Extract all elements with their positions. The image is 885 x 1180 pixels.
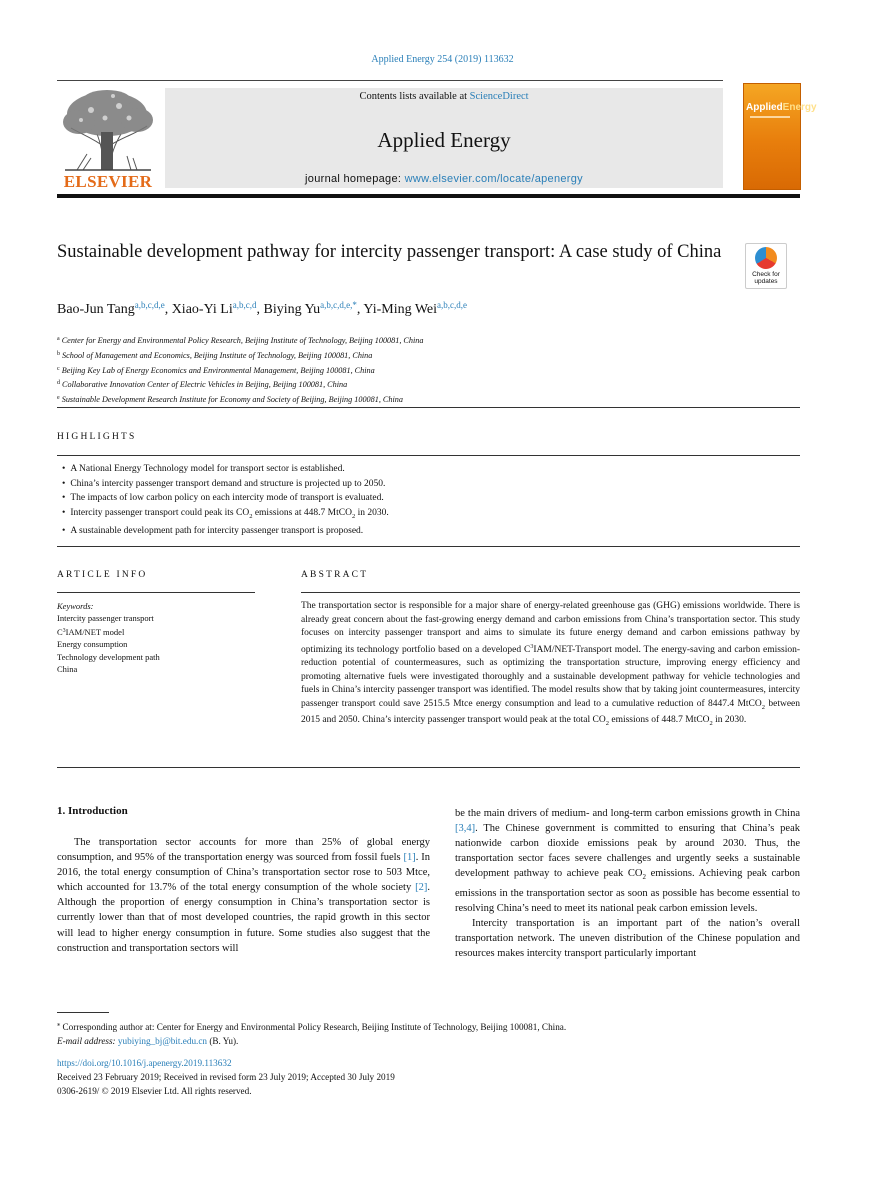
divider [57, 592, 255, 593]
affiliation-key: b [57, 350, 60, 357]
highlights-list [62, 462, 389, 539]
affiliations [57, 333, 423, 407]
article-info-heading: ARTICLE INFO [57, 570, 148, 580]
body-column-right [455, 806, 800, 961]
copyright: 0306-2619/ © 2019 Elsevier Ltd. All rights reserved. [57, 1086, 252, 1096]
affiliation [57, 392, 423, 407]
keywords-label: Keywords: [57, 601, 94, 611]
keyword: Intercity passenger transport [57, 613, 154, 624]
author-affiliation-marks[interactable]: a,b,c,d [232, 300, 257, 310]
elsevier-logo [57, 88, 159, 191]
highlight-item: • Intercity passenger transport could peak its $CO_2$ emissions at 448.7 MtCO$_2$ in 2030. [62, 506, 389, 524]
author-name[interactable]: Yi-Ming Wei [363, 302, 438, 317]
footnote-rule [57, 1012, 109, 1013]
contents-line [165, 91, 723, 102]
affiliation [57, 333, 423, 348]
crossmark-icon [755, 247, 777, 269]
corresponding-author-text: Corresponding author at: Center for Energy and Environmental Policy Research, Beijing Institute of Technology, Beijing 100081, China. [62, 1022, 567, 1033]
journal-reference[interactable]: Applied Energy 254 (2019) 113632 [371, 54, 514, 65]
highlights-heading: HIGHLIGHTS [57, 432, 137, 442]
keyword: $C^3IAM$/NET model [57, 626, 125, 637]
top-rule [57, 80, 723, 81]
author-name[interactable]: Bao-Jun Tang [57, 302, 135, 317]
contents-prefix: Contents lists available at [359, 91, 470, 102]
author-affiliation-marks[interactable]: a,b,c,d,e [134, 300, 165, 310]
affiliation-text: School of Management and Economics, Beijing Institute of Technology, Beijing 100081, China [62, 350, 373, 360]
affiliation [57, 377, 423, 392]
body-paragraph: be the main drivers of medium- and long-term carbon emissions growth in China [3,4]. The Chinese government is committed to ensuring that China’s peak nationwide carbon dioxide emissions peak by around 2030. Thus, the transportation sector faces severe challenges and urgently seeks a sustainable development pathway to achieve peak $CO_2$ emissions. Achieving peak carbon emissions in the transportation sector as soon as possible has become essential to resolving China’s need to meet its national peak carbon emission levels. [455, 808, 801, 914]
affiliation [57, 363, 423, 378]
tree-icon [57, 88, 159, 172]
homepage-prefix: journal homepage: [305, 173, 405, 185]
elsevier-wordmark: ELSEVIER [63, 172, 153, 191]
article-title: Sustainable development pathway for intercity passenger transport: A case study of China [57, 242, 722, 262]
divider [57, 455, 800, 456]
email-link[interactable]: yubiying_bj@bit.edu.cn [117, 1036, 208, 1047]
keyword: Energy consumption [57, 639, 128, 650]
journal-banner [165, 88, 723, 188]
affiliation-key: c [57, 365, 60, 372]
divider [57, 546, 800, 547]
check-for-updates-button[interactable] [745, 243, 787, 289]
footnote [57, 1018, 566, 1048]
affiliation-key: d [57, 380, 60, 387]
highlight-item: • China’s intercity passenger transport demand and structure is projected up to 2050. [62, 477, 389, 492]
journal-title: Applied Energy [377, 128, 511, 152]
cover-title-b: Energy [782, 102, 817, 113]
journal-cover[interactable] [743, 83, 817, 190]
footnote-marker: ⁎ [57, 1021, 61, 1028]
author-name[interactable]: Biying Yu [263, 302, 321, 317]
affiliation-text: Collaborative Innovation Center of Electric Vehicles in Beijing, Beijing 100081, China [62, 380, 348, 390]
homepage-link[interactable]: www.elsevier.com/locate/apenergy [404, 173, 583, 185]
homepage-line [165, 173, 723, 185]
keyword: Technology development path [57, 651, 160, 662]
abstract-text: The transportation sector is responsible for a major share of energy-related greenhouse gas (GHG) emissions worldwide. There is already great concern about the fast-growing energy demand and carbon emissions from China’s transportation sector. This study focuses on intercity passenger transport and aims to simulate its future energy demand and carbon emissions pathway by optimizing its technology portfolio based on a developed $C^3IAM/NET$-Transport model. The energy-saving and carbon emission-reduction potential of countermeasures, such as optimizing the transportation structure, improving energy efficiency and promoting alternative fuels were investigated thoroughly and a sustainable development pathway for vehicle technologies and fuels in China’s intercity passenger transport was identified. The model results show that by taking joint countermeasures, intercity passenger transport could save 2515.5 Mtce energy consumption and lead to a cumulative reduction of 8447.4 MtCO$_2$ between 2015 and 2050. China’s intercity passenger transport would peak at the total $CO_2$ emissions of 448.7 MtCO$_2$ in 2030. [301, 601, 800, 727]
author-affiliation-marks[interactable]: a,b,c,d,e [437, 300, 468, 310]
highlight-item: • A sustainable development path for intercity passenger transport is proposed. [62, 524, 389, 539]
email-suffix: (B. Yu). [207, 1036, 239, 1047]
abstract-heading: ABSTRACT [301, 570, 369, 580]
body-column-left [57, 835, 430, 956]
highlight-item: • The impacts of low carbon policy on each intercity mode of transport is evaluated. [62, 491, 389, 506]
section-heading: 1. Introduction [57, 805, 128, 817]
affiliation [57, 348, 423, 363]
affiliation-key: e [57, 395, 60, 402]
header-thick-rule [57, 194, 800, 198]
body-paragraph: Intercity transportation is an important part of the nation’s overall transportation network. The uneven distribution of the Chinese population and resources makes intercity transport particularly important [455, 917, 800, 959]
author-list: Bao-Jun Tang$^{a,b,c,d,e}$, Xiao-Yi Li$^{a,b,c,d}$, Biying $Yu^{a,b,c,d,e,*}$, Yi-Ming Wei$^{a,b,c,d,e}$ [57, 300, 468, 317]
doi-link[interactable]: https://doi.org/10.1016/j.apenergy.2019.113632 [57, 1058, 232, 1068]
corresponding-author-note [57, 1018, 566, 1034]
cover-title-a: Applied [746, 102, 783, 113]
cover-decoration [750, 116, 790, 118]
email-label: E-mail address: [57, 1036, 116, 1047]
email-line [57, 1034, 566, 1048]
affiliation-text: Center for Energy and Environmental Policy Research, Beijing Institute of Technology, Beijing 100081, China [61, 336, 424, 345]
received-dates: Received 23 February 2019; Received in revised form 23 July 2019; Accepted 30 July 2019 [57, 1072, 395, 1082]
divider [57, 407, 800, 408]
author-name[interactable]: Xiao-Yi Li [171, 302, 233, 317]
highlight-item: • A National Energy Technology model for transport sector is established. [62, 462, 389, 477]
affiliation-text: Beijing Key Lab of Energy Economics and Environmental Management, Beijing 100081, China [61, 365, 375, 375]
divider [301, 592, 800, 593]
sciencedirect-link[interactable]: ScienceDirect [469, 91, 529, 102]
divider [57, 767, 800, 768]
keyword: China [57, 664, 78, 675]
author-affiliation-marks[interactable]: a,b,c,d,e,* [320, 300, 357, 310]
body-paragraph: The transportation sector accounts for more than 25% of global energy consumption, and 95% of the transportation energy was sourced from fossil fuels [1]. In 2016, the total energy consumption of China’s transportation sector rose to 503 Mtce, which accounted for 13.7% of the total energy consumption of the whole society [2]. Although the proportion of energy consumption in China’s transportation sector is currently lower than that of most developed countries, the rapid growth in this sector will lead to higher energy consumption in future. Some studies also suggest that the construction and transportation sectors will [57, 837, 431, 954]
affiliation-text: Sustainable Development Research Institute for Economy and Society of Beijing, Beijing 100081, China [61, 395, 403, 405]
crossmark-label: Check for updates [752, 271, 780, 285]
publication-info [57, 1056, 395, 1098]
affiliation-key: a [57, 336, 60, 342]
cover-title [746, 102, 817, 113]
keywords-block [57, 600, 160, 675]
